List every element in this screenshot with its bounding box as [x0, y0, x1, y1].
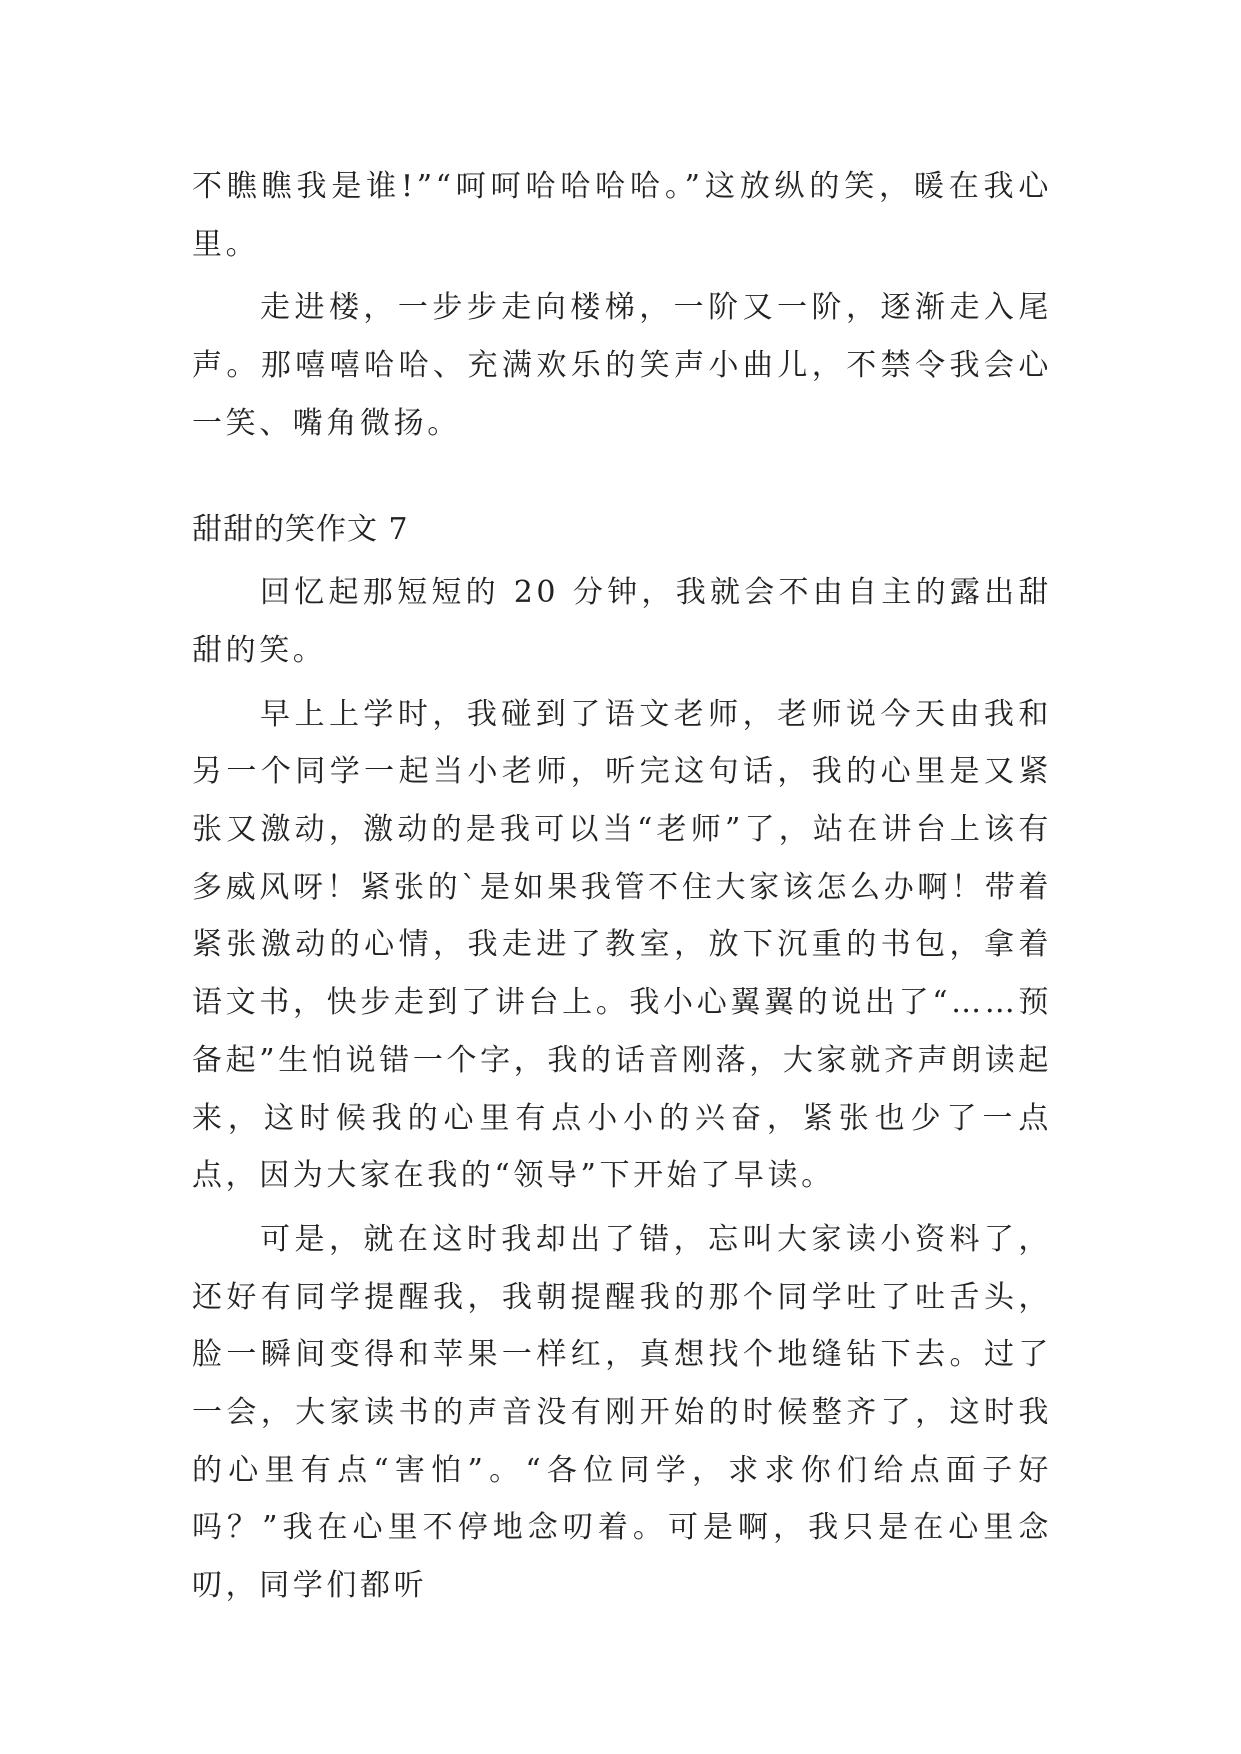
paragraph-continuation-1: 不瞧瞧我是谁!”“呵呵哈哈哈哈。”这放纵的笑，暖在我心里。: [192, 169, 1052, 262]
document-page: [192, 158, 1052, 1621]
paragraph-2: 早上上学时，我碰到了语文老师，老师说今天由我和另一个同学一起当小老师，听完这句话，我的心里是又紧张又激动，激动的是我可以当“老师”了，站在讲台上该有多威风呀！紧张的`是如果我管不住大家该怎么办啊！带着紧张激动的心情，我走进了教室，放下沉重的书包，拿着语文书，快步走到了讲台上。我小心翼翼的说出了“……预备起”生怕说错一个字，我的话音刚落，大家就齐声朗读起来，这时候我的心里有点小小的兴奋，紧张也少了一点点，因为大家在我的“领导”下开始了早读。: [192, 696, 1052, 1194]
paragraph-1: 回忆起那短短的 20 分钟，我就会不由自主的露出甜甜的笑。: [192, 575, 1052, 668]
section-title: 甜甜的笑作文 7: [192, 511, 409, 547]
paragraph-3: 可是，就在这时我却出了错，忘叫大家读小资料了，还好有同学提醒我，我朝提醒我的那个同学吐了吐舌头，脸一瞬间变得和苹果一样红，真想找个地缝钻下去。过了一会，大家读书的声音没有刚开始的时候整齐了，这时我的心里有点“害怕”。“各位同学，求求你们给点面子好吗？”我在心里不停地念叨着。可是啊，我只是在心里念叨，同学们都听: [192, 1221, 1052, 1604]
paragraph-continuation-2: 走进楼，一步步走向楼梯，一阶又一阶，逐渐走入尾声。那嘻嘻哈哈、充满欢乐的笑声小曲儿，不禁令我会心一笑、嘴角微扬。: [192, 290, 1052, 441]
